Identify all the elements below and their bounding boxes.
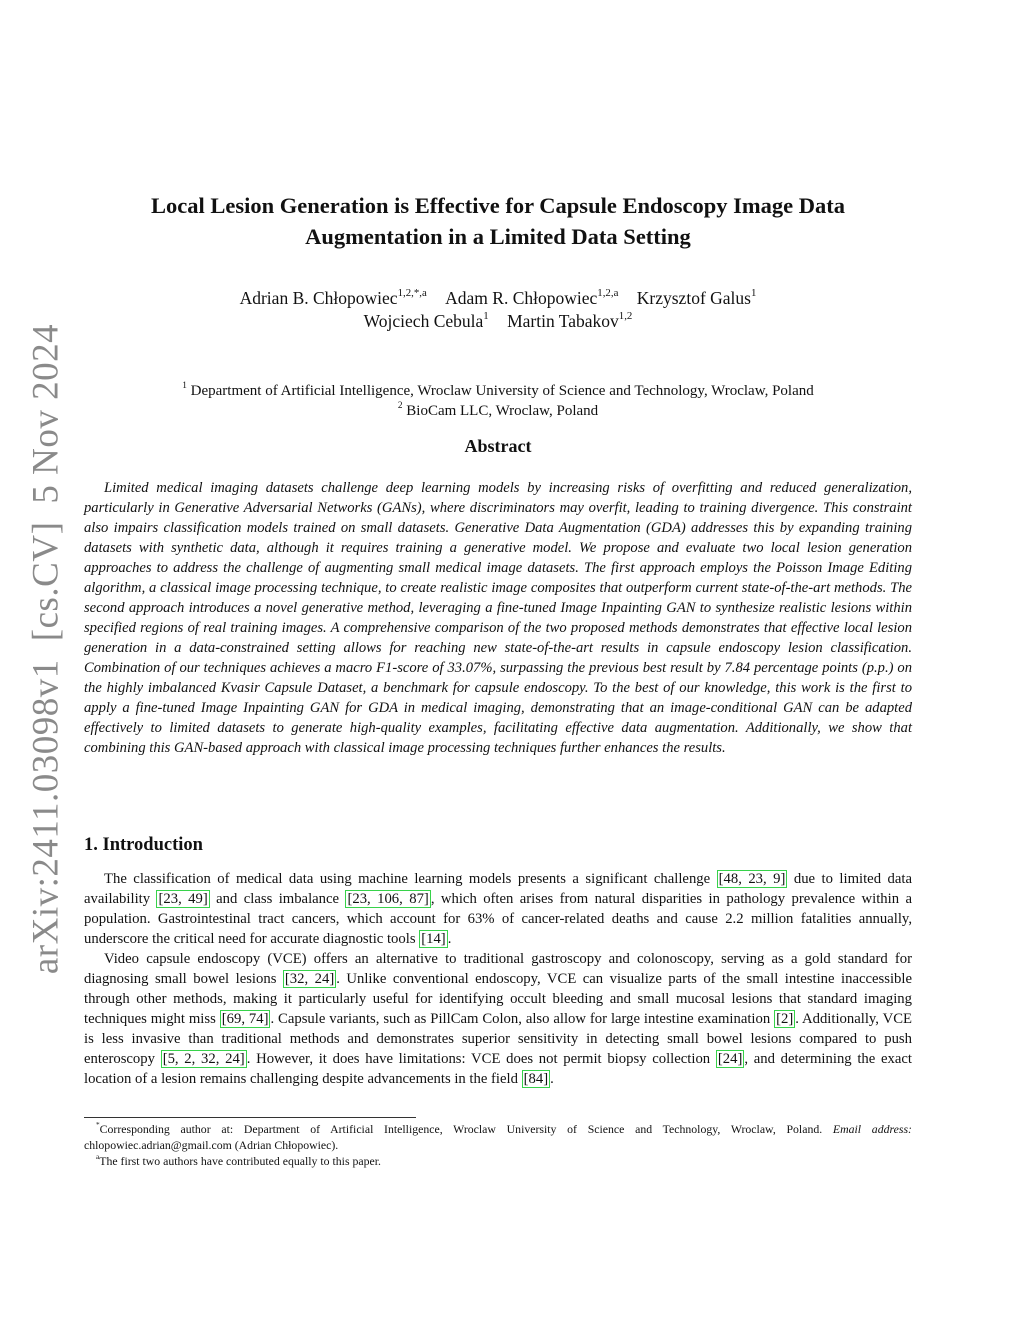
introduction-body <box>84 869 912 1089</box>
intro-paragraph-2 <box>84 949 912 1089</box>
footnote-equal-contribution: $^a$The first two authors have contributed equally to this paper. <box>96 1151 381 1168</box>
author-row-1 <box>100 287 896 310</box>
intro-text: . Capsule variants, such as PillCam Colon, also allow for large intestine examination <box>270 1011 775 1027</box>
section-heading-introduction: 1. Introduction <box>84 835 203 855</box>
citation-link[interactable]: [23, 106, 87] <box>347 891 429 907</box>
intro-text: The classification of medical data using machine learning models presents a significant challenge <box>104 871 717 887</box>
footnotes <box>84 1121 912 1169</box>
affiliations <box>100 381 896 421</box>
author: Adam R. Chłopowiec$^{1,2,a}$ <box>445 286 619 308</box>
author: Adrian B. Chłopowiec$^{1,2,*,a}$ <box>239 286 427 308</box>
intro-paragraph-1 <box>84 869 912 949</box>
author: Wojciech Cebula$^1$ <box>363 309 489 331</box>
author: Krzysztof Galus$^1$ <box>636 286 757 308</box>
citation-link[interactable]: [2] <box>776 1011 794 1027</box>
citation-link[interactable]: [32, 24] <box>284 971 335 987</box>
intro-text: and class imbalance <box>209 891 346 907</box>
intro-text: , which often arises from natural disparities in pathology prevalence within a population. Gastrointestinal tract cancers, which account for 63% of cancer-related deaths and cause 2.2 million fatalities annually, underscore the critical need for accurate diagnostic tools <box>84 891 912 947</box>
author-list <box>100 287 896 333</box>
author-row-2 <box>100 310 896 333</box>
arxiv-id: arXiv:2411.03098v1 <box>25 659 67 975</box>
title-line-1: Local Lesion Generation is Effective for Capsule Endoscopy Image Data <box>151 193 845 218</box>
abstract-heading: Abstract <box>464 436 532 456</box>
arxiv-date: 5 Nov 2024 <box>25 323 67 504</box>
intro-text: . <box>550 1071 554 1087</box>
citation-link[interactable]: [69, 74] <box>221 1011 269 1027</box>
intro-text: . However, it does have limitations: VCE does not permit biopsy collection <box>246 1051 716 1067</box>
citation-link[interactable]: [14] <box>421 931 446 947</box>
arxiv-watermark <box>25 306 68 974</box>
intro-text: . Unlike conventional endoscopy, VCE can visualize parts of the small intestine inaccessible through other methods, making it particularly useful for identifying occult bleeding and small mucosal lesions that standard imaging techniques might miss <box>84 971 912 1027</box>
intro-text: . Additionally, VCE is less invasive than traditional methods and demonstrates superior sensitivity in detecting small bowel lesions compared to push enteroscopy <box>84 1011 912 1067</box>
arxiv-category: [cs.CV] <box>25 521 67 642</box>
footnote-corresponding: *Corresponding author at: Department of Artificial Intelligence, Wroclaw University of Science and Technology, Wroclaw, Poland. Email address: chlopowiec.adrian@gmail.com (Adrian Chłopowiec). <box>84 1119 912 1152</box>
citation-link[interactable]: [84] <box>523 1071 549 1087</box>
citation-link[interactable]: [48, 23, 9] <box>718 871 786 887</box>
paper-title <box>100 190 896 252</box>
footnote-rule <box>84 1117 416 1118</box>
intro-text: . <box>447 931 452 947</box>
email-address: chlopowiec.adrian@gmail.com (Adrian Chłopowiec). <box>84 1138 339 1152</box>
affiliation: $^1$ Department of Artificial Intelligence, Wroclaw University of Science and Technology, Wroclaw, Poland <box>182 380 814 399</box>
intro-text: due to limited data availability <box>84 871 912 907</box>
citation-link[interactable]: [23, 49] <box>158 891 208 907</box>
intro-text: Video capsule endoscopy (VCE) offers an alternative to traditional gastroscopy and colonoscopy, serving as a gold standard for diagnosing small bowel lesions <box>84 951 912 987</box>
abstract-body: Limited medical imaging datasets challenge deep learning models by increasing risks of overfitting and reduced generalization, particularly in Generative Adversarial Networks (GANs), where discriminators may overfit, leading to training divergence. This constraint also impairs classification models trained on small datasets. Generative Data Augmentation (GDA) addresses this by expanding training datasets with synthetic data, although it requires training a generative model. We propose and evaluate two local lesion generation approaches to address the challenge of augmenting small medical image datasets. The first approach employs the Poisson Image Editing algorithm, a classical image processing technique, to create realistic image composites that outperform current state-of-the-art methods. The second approach introduces a novel generative method, leveraging a fine-tuned Image Inpainting GAN to synthesize realistic lesions within specified regions of real training images. A comprehensive comparison of the two proposed methods demonstrates that effective local lesion generation in a data-constrained setting allows for reaching new state-of-the-art results in capsule endoscopy lesion classification. Combination of our techniques achieves a macro F1-score of 33.07%, surpassing the previous best result by 7.84 percentage points (p.p.) on the highly imbalanced Kvasir Capsule Dataset, a benchmark for capsule endoscopy. To the best of our knowledge, this work is the first to apply a fine-tuned Image Inpainting GAN for GDA in medical imaging, demonstrating that an image-conditional GAN can be adapted effectively to limited datasets to generate high-quality examples, facilitating effective data augmentation. Additionally, we show that combining this GAN-based approach with classical image processing techniques further enhances the results. <box>84 480 912 756</box>
title-line-2: Augmentation in a Limited Data Setting <box>305 224 691 249</box>
author: Martin Tabakov$^{1,2}$ <box>507 309 633 331</box>
affiliation: $^2$ BioCam LLC, Wroclaw, Poland <box>397 400 599 419</box>
intro-text: , and determining the exact location of a lesion remains challenging despite advancements in the field <box>84 1051 912 1087</box>
citation-link[interactable]: [24] <box>717 1051 743 1067</box>
citation-link[interactable]: [5, 2, 32, 24] <box>162 1051 245 1067</box>
